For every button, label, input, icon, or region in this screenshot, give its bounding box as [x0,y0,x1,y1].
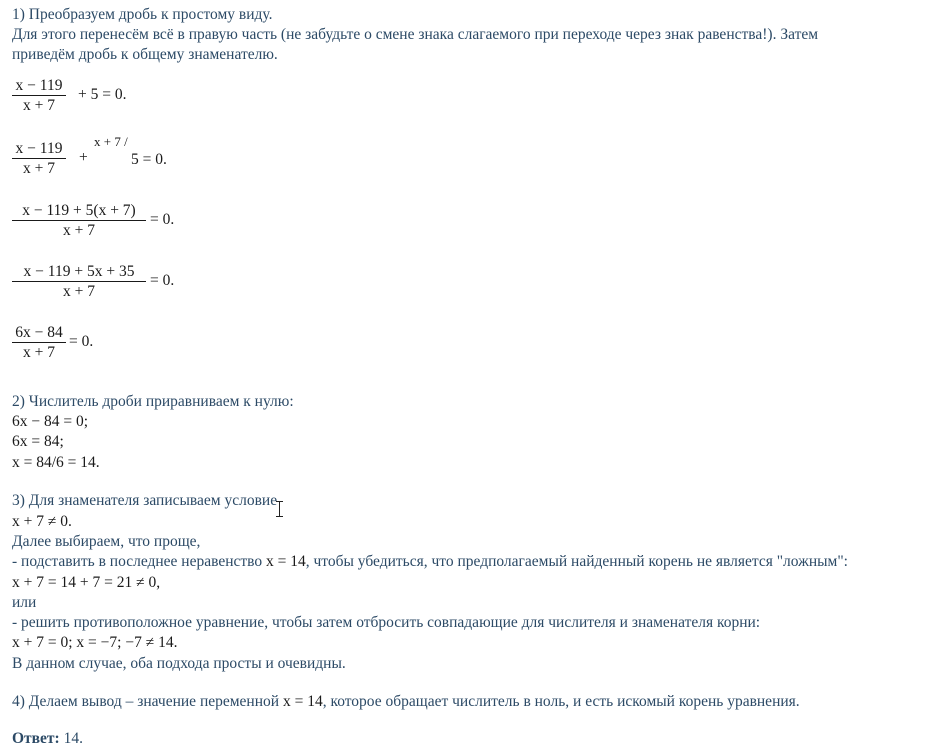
fraction [12,201,146,240]
step3-heading: 3) Для знаменателя записываем условие [12,492,278,509]
step3-or: или [12,594,37,611]
step3-text2-b: x = 14 [266,553,306,570]
fraction [12,262,146,301]
step3-text3: - решить противоположное уравнение, чтобы затем отбросить совпадающие для числителя и знаменателя корни: [12,614,761,631]
equation-rest: = 0. [150,272,175,289]
step2-heading: 2) Числитель дроби приравниваем к нулю: [12,393,294,410]
step2-line2: 6x = 84; [12,433,64,450]
step1-text-line2: приведём дробь к общему знаменателю. [12,46,278,63]
answer-value: 14. [63,730,83,747]
answer-label: Ответ: [12,730,60,747]
fraction [12,76,66,115]
denominator: x + 7 [23,160,55,177]
step3-text2-a: - подставить в последнее неравенство [12,553,263,570]
fraction [12,139,66,178]
step3-text2-c: , чтобы убедиться, что предполагаемый найденный корень не является "ложным": [305,553,848,570]
step3-text4: В данном случае, оба подхода просты и очевидны. [12,655,346,672]
superscript-factor: x + 7 / [94,134,128,149]
equation-rest: = 0. [150,211,175,228]
step3-text1: Далее выбираем, что проще, [12,533,201,550]
numerator: 6x − 84 [15,324,63,341]
step3-calc2: x + 7 = 0; x = −7; −7 ≠ 14. [12,634,178,651]
equation-rest: + 5 = 0. [78,86,127,103]
equation-rest: 5 = 0. [131,151,167,168]
fraction [12,323,66,362]
step2-line1: 6x − 84 = 0; [12,413,89,430]
numerator: x − 119 [15,140,63,157]
step4-text-c: , которое обращает числитель в ноль, и есть искомый корень уравнения. [322,693,800,710]
step3-condition: x + 7 ≠ 0. [12,513,72,530]
denominator: x + 7 [23,97,55,114]
numerator: x − 119 + 5x + 35 [23,263,135,280]
step4-text [12,692,800,712]
step3-text2 [12,552,848,572]
denominator: x + 7 [63,283,95,300]
step1-text-line1: Для этого перенесём всё в правую часть (не забудьте о смене знака слагаемого при переходе через знак равенства!). Затем [12,26,819,43]
denominator: x + 7 [23,344,55,361]
numerator: x − 119 [15,77,63,94]
text-cursor-icon [276,501,283,517]
plus-sign: + [79,149,88,166]
step1-heading: 1) Преобразуем дробь к простому виду. [12,6,273,23]
step4-text-b: x = 14 [282,693,323,710]
step3-calc1: x + 7 = 14 + 7 = 21 ≠ 0, [12,574,161,591]
step4-text-a: 4) Делаем вывод – значение переменной [12,693,280,710]
numerator: x − 119 + 5(x + 7) [22,202,136,219]
denominator: x + 7 [63,222,95,239]
answer [12,729,83,749]
step2-line3: x = 84/6 = 14. [12,454,100,471]
equation-rest: = 0. [69,333,94,350]
